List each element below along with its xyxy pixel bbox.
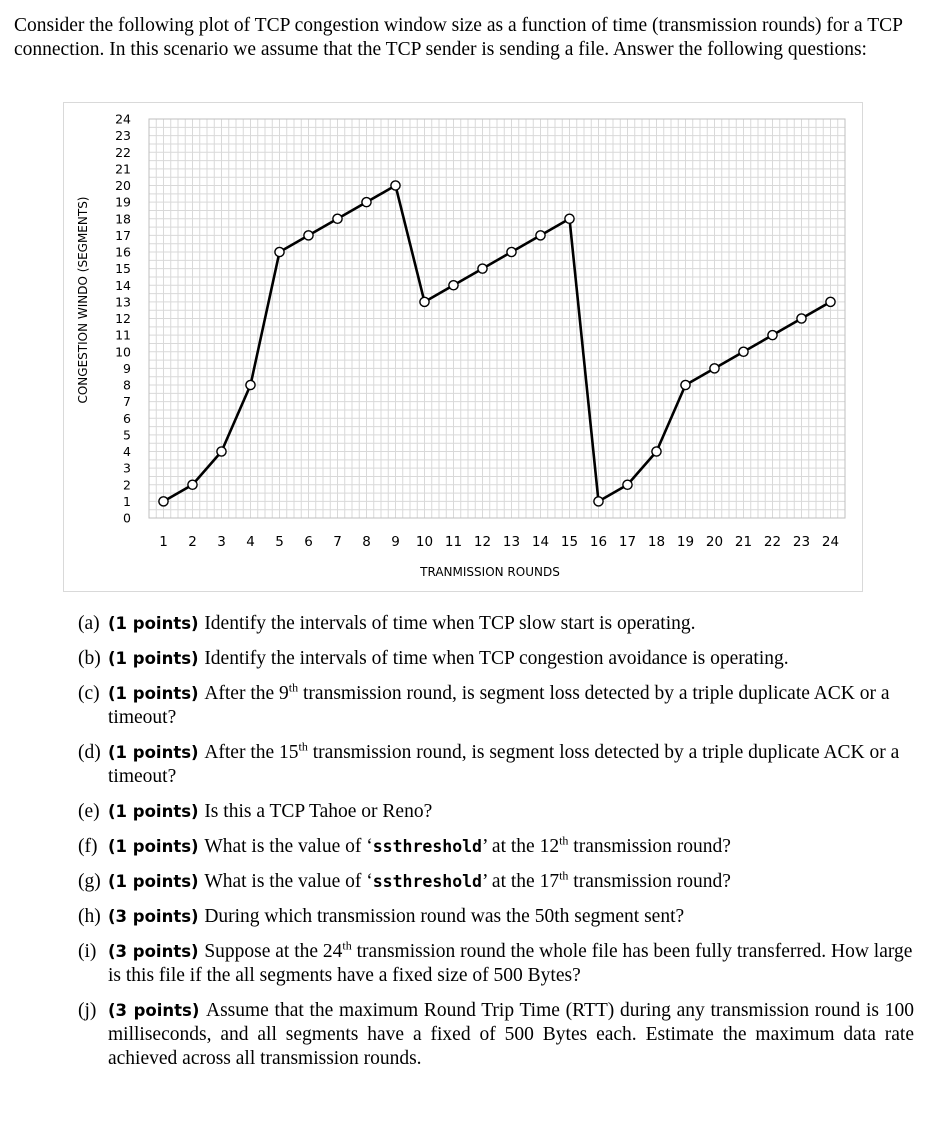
x-tick-label: 20 (705, 534, 724, 550)
question-d (78, 741, 914, 789)
question-label: (i) (78, 941, 97, 962)
superscript: th (288, 680, 299, 695)
question-text: What is the value of ‘ (204, 871, 373, 892)
question-points: (1 points) (108, 649, 205, 668)
y-tick-label: 4 (123, 444, 131, 459)
data-point (652, 447, 661, 456)
y-tick-label: 0 (123, 510, 131, 526)
ssthreshold-term: ssthreshold (372, 872, 482, 891)
data-point (797, 314, 806, 323)
data-point (362, 198, 371, 207)
x-tick-label: 5 (275, 534, 284, 550)
y-tick-label: 12 (115, 311, 131, 326)
question-label: (a) (78, 613, 100, 634)
y-tick-label: 8 (123, 377, 131, 393)
question-text: transmission round? (568, 836, 731, 857)
question-text: Assume that the maximum Round Trip Time (RTT) during any transmission round is 100 milliseconds, and all segments have a fixed of 500 Bytes each. Estimate the maximum data rate achieved across all transmission rounds. (108, 1000, 914, 1069)
superscript: th (342, 938, 352, 953)
x-tick-label: 15 (560, 534, 579, 550)
y-tick-label: 5 (123, 427, 131, 443)
x-tick-label: 14 (531, 534, 550, 550)
y-tick-label: 24 (115, 111, 131, 127)
data-point (536, 231, 545, 240)
y-tick-label: 11 (115, 327, 131, 343)
question-points: (3 points) (108, 907, 205, 926)
question-text: ’ at the 12 (482, 836, 560, 857)
x-tick-label: 19 (676, 534, 695, 550)
y-tick-label: 22 (115, 144, 131, 160)
question-label: (g) (78, 871, 101, 892)
y-tick-label: 13 (115, 294, 131, 310)
question-text: After the 15 (204, 742, 299, 763)
congestion-window-chart (63, 102, 863, 592)
x-tick-label: 10 (415, 534, 434, 550)
superscript: th (298, 739, 308, 754)
question-label: (d) (78, 742, 101, 763)
question-label: (e) (78, 801, 100, 822)
x-tick-label: 9 (391, 534, 400, 550)
question-a (78, 612, 914, 636)
question-text: transmission round, is segment loss detected by a triple duplicate ACK or a timeout? (108, 683, 890, 728)
y-tick-label: 7 (123, 394, 131, 410)
x-axis-label: TRANMISSION ROUNDS (420, 565, 560, 579)
x-tick-label: 18 (647, 534, 666, 550)
y-tick-label: 3 (123, 460, 131, 476)
question-h (78, 905, 914, 929)
question-points: (1 points) (108, 684, 205, 703)
x-tick-label: 12 (473, 534, 492, 550)
question-text: Identify the intervals of time when TCP slow start is operating. (204, 613, 696, 634)
question-b (78, 647, 914, 671)
x-tick-label: 23 (792, 534, 811, 550)
question-points: (1 points) (108, 614, 205, 633)
question-c (78, 682, 914, 730)
y-axis-label: CONGESTION WINDO (SEGMENTS) (76, 196, 90, 404)
y-tick-label: 6 (123, 410, 131, 426)
data-point (391, 181, 400, 190)
question-text: ’ at the 17 (482, 871, 560, 892)
x-tick-label: 17 (618, 534, 637, 550)
question-points: (1 points) (108, 743, 205, 762)
x-tick-label: 6 (304, 534, 313, 550)
question-label: (h) (78, 906, 101, 927)
question-text: During which transmission round was the 50th segment sent? (204, 906, 685, 927)
y-tick-label: 14 (115, 277, 131, 293)
question-text: Is this a TCP Tahoe or Reno? (204, 801, 433, 822)
y-tick-label: 19 (115, 194, 131, 210)
question-text: Suppose at the 24 (204, 941, 343, 962)
x-tick-label: 24 (821, 534, 840, 550)
y-tick-label: 21 (115, 161, 131, 177)
data-point (333, 214, 342, 223)
data-point (478, 264, 487, 273)
question-f (78, 835, 914, 859)
data-point (420, 297, 429, 306)
question-points: (1 points) (108, 837, 205, 856)
question-points: (1 points) (108, 802, 205, 821)
question-text: transmission round? (568, 871, 731, 892)
data-point (449, 281, 458, 290)
data-point (623, 480, 632, 489)
data-point (826, 297, 835, 306)
x-tick-label: 1 (159, 534, 168, 550)
x-tick-label: 21 (734, 534, 753, 550)
y-tick-label: 10 (115, 344, 131, 360)
x-tick-label: 7 (333, 534, 342, 550)
question-g (78, 870, 914, 894)
question-i (78, 940, 914, 988)
superscript: th (559, 833, 569, 848)
question-text: transmission round the whole file has been fully transferred. How large is this file if the all segments have a fixed size of 500 Bytes? (108, 941, 913, 986)
y-tick-label: 23 (115, 128, 131, 144)
question-points: (1 points) (108, 872, 205, 891)
x-tick-label: 13 (502, 534, 521, 550)
data-point (217, 447, 226, 456)
x-tick-label: 11 (444, 534, 463, 550)
chart-svg (64, 103, 862, 591)
y-tick-label: 16 (115, 244, 131, 260)
data-point (304, 231, 313, 240)
y-tick-label: 17 (115, 227, 131, 243)
y-tick-label: 9 (123, 360, 131, 376)
question-points: (3 points) (108, 942, 205, 961)
question-points: (3 points) (108, 1001, 206, 1020)
x-tick-label: 3 (217, 534, 226, 550)
y-tick-label: 2 (123, 477, 131, 493)
x-tick-label: 8 (362, 534, 371, 550)
question-list (78, 612, 914, 1082)
x-tick-label: 2 (188, 534, 197, 550)
question-label: (f) (78, 836, 98, 857)
question-label: (b) (78, 648, 101, 669)
ssthreshold-term: ssthreshold (372, 837, 482, 856)
x-tick-label: 22 (763, 534, 782, 550)
y-tick-label: 15 (115, 261, 131, 277)
data-point (246, 380, 255, 389)
intro-paragraph: Consider the following plot of TCP congestion window size as a function of time (transmission rounds) for a TCP connection. In this scenario we assume that the TCP sender is sending a file. Answer the following questions: (14, 15, 903, 60)
question-text: transmission round, is segment loss detected by a triple duplicate ACK or a timeout? (108, 742, 900, 787)
data-point (710, 364, 719, 373)
y-tick-label: 20 (115, 178, 131, 193)
question-label: (j) (78, 1000, 97, 1021)
data-point (739, 347, 748, 356)
data-point (275, 247, 284, 256)
question-text: Identify the intervals of time when TCP congestion avoidance is operating. (204, 648, 789, 669)
data-point (681, 380, 690, 389)
data-point (565, 214, 574, 223)
question-j (78, 999, 914, 1071)
data-point (188, 480, 197, 489)
question-e (78, 800, 914, 824)
data-point (768, 331, 777, 340)
question-label: (c) (78, 683, 100, 704)
superscript: th (559, 868, 569, 883)
data-point (594, 497, 603, 506)
y-tick-label: 18 (115, 211, 131, 227)
y-tick-label: 1 (123, 493, 131, 509)
question-text: What is the value of ‘ (204, 836, 373, 857)
x-tick-label: 16 (589, 534, 608, 550)
data-point (507, 247, 516, 256)
data-point (159, 497, 168, 506)
x-tick-label: 4 (246, 534, 255, 550)
question-text: After the 9 (204, 683, 289, 704)
